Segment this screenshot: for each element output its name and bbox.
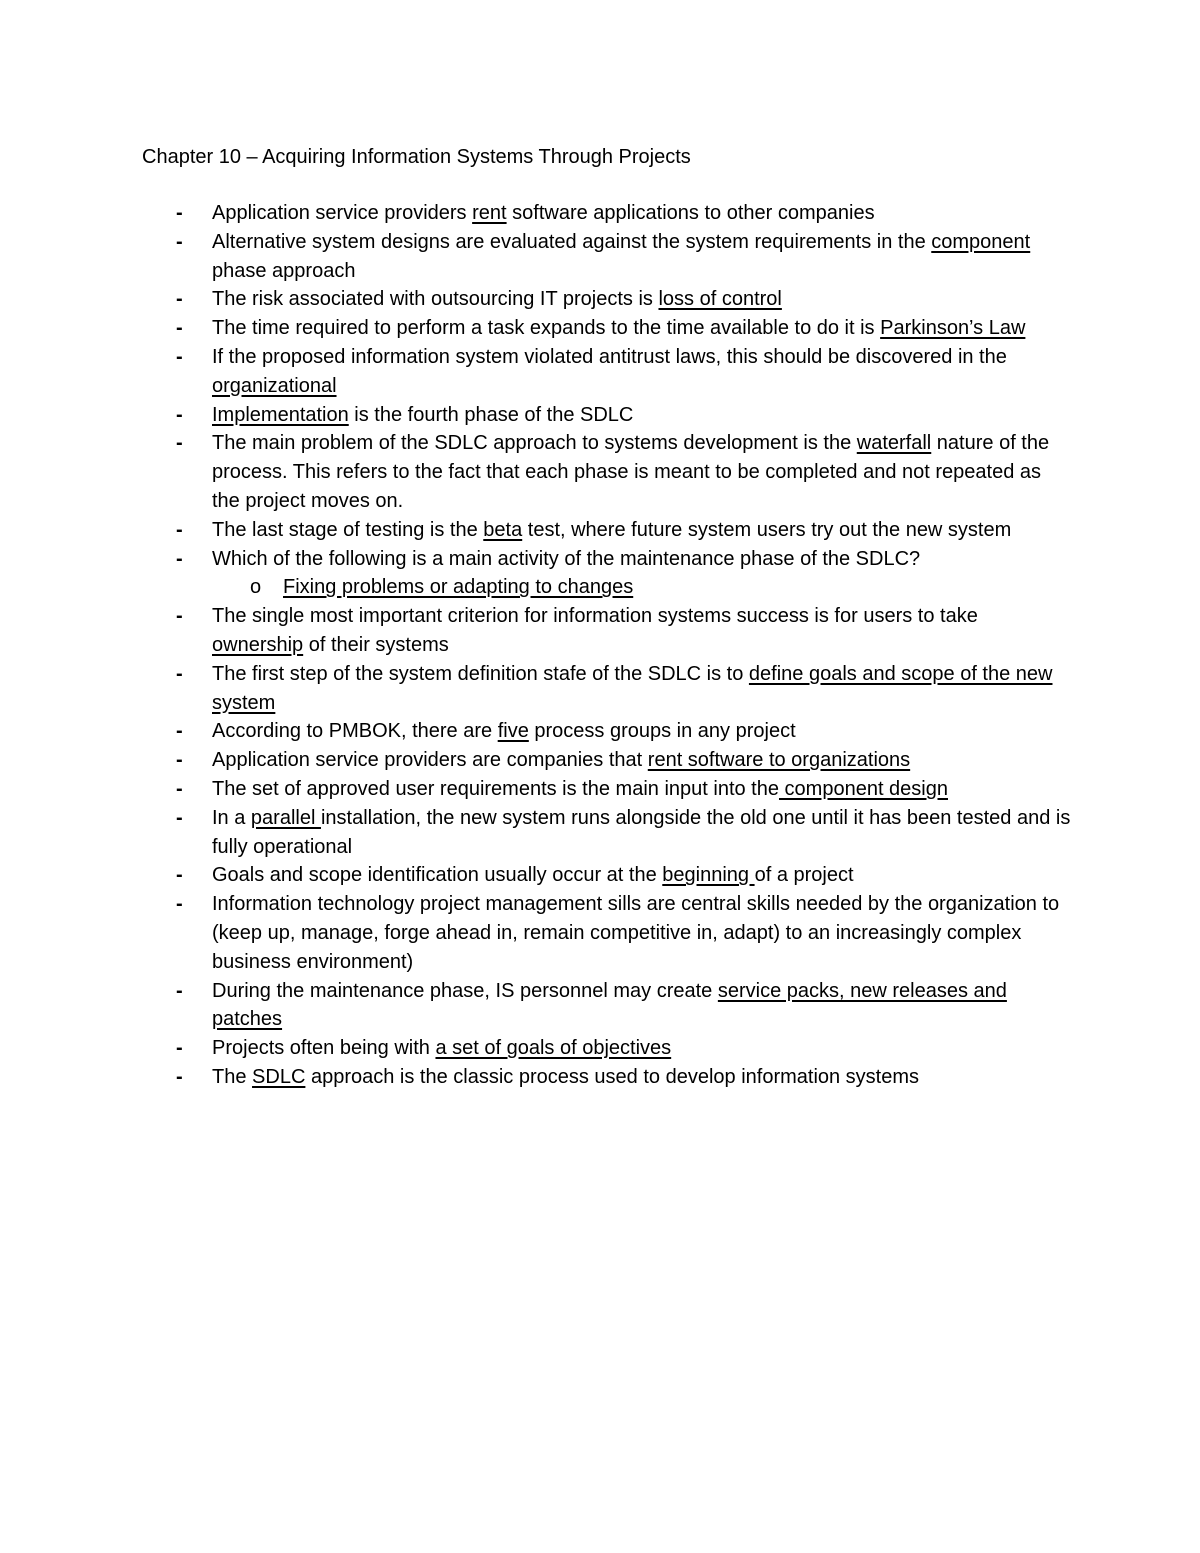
item-text: Projects often being with bbox=[212, 1037, 436, 1060]
list-item bbox=[0, 516, 1072, 545]
underlined-answer: service packs, new releases and patches bbox=[212, 979, 1007, 1031]
list-item bbox=[0, 429, 1072, 515]
underlined-answer: rent software to organizations bbox=[647, 749, 911, 772]
item-text: of a project bbox=[754, 864, 854, 887]
bullet-marker: - bbox=[176, 230, 183, 253]
underlined-answer: Fixing problems or adapting to changes bbox=[283, 576, 634, 599]
underlined-answer: component design bbox=[778, 777, 948, 800]
item-text: The bbox=[212, 1065, 253, 1088]
sub-list-item bbox=[0, 573, 1073, 602]
list-item bbox=[0, 717, 1072, 746]
list-item bbox=[0, 977, 1072, 1035]
item-text: The last stage of testing is the bbox=[212, 518, 484, 541]
underlined-answer: beginning bbox=[662, 864, 755, 887]
item-text: test, where future system users try out the new system bbox=[522, 518, 1012, 541]
bullet-marker: - bbox=[176, 317, 183, 340]
item-text: Which of the following is a main activity of the maintenance phase of the SDLC? bbox=[212, 547, 921, 570]
list-item bbox=[0, 314, 1072, 343]
item-text: The first step of the system definition stafe of the SDLC is to bbox=[212, 662, 749, 685]
item-text: The risk associated with outsourcing IT projects is bbox=[212, 288, 659, 311]
sub-bullet-marker: o bbox=[250, 576, 262, 599]
item-text: of their systems bbox=[303, 633, 449, 656]
bullet-list bbox=[0, 199, 1200, 1092]
list-item bbox=[0, 746, 1072, 775]
underlined-answer: five bbox=[497, 720, 529, 743]
underlined-answer: rent bbox=[472, 202, 507, 224]
underlined-answer: define goals and scope of the new system bbox=[212, 662, 1053, 714]
item-text: phase approach bbox=[212, 259, 356, 282]
list-item bbox=[0, 199, 1072, 228]
bullet-marker: - bbox=[176, 547, 183, 570]
underlined-answer: waterfall bbox=[856, 432, 932, 455]
item-text: The time required to perform a task expands to the time available to do it is bbox=[212, 317, 881, 340]
underlined-answer: component bbox=[931, 230, 1031, 253]
item-text: installation, the new system runs alongside the old one until it has been tested and is fully operational bbox=[212, 806, 1071, 858]
list-item bbox=[0, 602, 1072, 660]
list-item bbox=[0, 1063, 1072, 1092]
item-text: Information technology project management sills are central skills needed by the organization to (keep up, manage, forge ahead in, remain competitive in, adapt) to an increasingly complex business environment) bbox=[212, 893, 1060, 973]
bullet-marker: - bbox=[176, 403, 183, 426]
bullet-marker: - bbox=[176, 979, 183, 1002]
item-text: In a bbox=[212, 806, 251, 829]
bullet-marker: - bbox=[176, 749, 183, 772]
item-text: If the proposed information system violated antitrust laws, this should be discovered in the bbox=[212, 345, 1007, 368]
item-text: Goals and scope identification usually occur at the bbox=[212, 864, 663, 887]
item-text: Alternative system designs are evaluated against the system requirements in the bbox=[212, 230, 932, 253]
item-text: Application service providers bbox=[212, 202, 473, 224]
item-text: Application service providers are companies that bbox=[212, 749, 648, 772]
page-title: Chapter 10 – Acquiring Information Systems Through Projects bbox=[142, 146, 691, 168]
bullet-marker: - bbox=[176, 288, 183, 311]
bullet-marker: - bbox=[176, 432, 183, 455]
underlined-answer: beta bbox=[483, 518, 523, 541]
underlined-answer: a set of goals of objectives bbox=[435, 1037, 672, 1060]
item-text: The single most important criterion for information systems success is for users to take bbox=[212, 605, 978, 628]
underlined-answer: Parkinson’s Law bbox=[880, 317, 1026, 340]
underlined-answer: SDLC bbox=[252, 1065, 306, 1088]
list-item bbox=[0, 775, 1072, 804]
item-text: nature of the process. This refers to the fact that each phase is meant to be completed and not repeated as the project moves on. bbox=[212, 432, 1050, 512]
item-text: is the fourth phase of the SDLC bbox=[348, 403, 634, 426]
bullet-marker: - bbox=[176, 518, 183, 541]
underlined-answer: parallel bbox=[250, 806, 321, 829]
bullet-marker: - bbox=[176, 202, 183, 224]
list-item bbox=[0, 890, 1072, 976]
bullet-marker: - bbox=[176, 893, 183, 916]
bullet-marker: - bbox=[176, 806, 183, 829]
item-text: The set of approved user requirements is the main input into the bbox=[212, 777, 779, 800]
underlined-answer: loss of control bbox=[658, 288, 782, 311]
list-item bbox=[0, 804, 1072, 862]
underlined-answer: organizational bbox=[212, 374, 337, 397]
bullet-marker: - bbox=[176, 720, 183, 743]
bullet-marker: - bbox=[176, 662, 183, 685]
bullet-marker: - bbox=[176, 345, 183, 368]
bullet-marker: - bbox=[176, 1065, 183, 1088]
item-text: process groups in any project bbox=[528, 720, 796, 743]
underlined-answer: Implementation bbox=[212, 403, 349, 426]
item-text: During the maintenance phase, IS personnel may create bbox=[212, 979, 718, 1002]
item-text: The main problem of the SDLC approach to systems development is the bbox=[212, 432, 857, 455]
list-item bbox=[0, 1034, 1072, 1063]
list-item bbox=[0, 343, 1072, 401]
item-text: software applications to other companies bbox=[506, 202, 875, 224]
item-text: approach is the classic process used to develop information systems bbox=[305, 1065, 920, 1088]
item-text: According to PMBOK, there are bbox=[212, 720, 498, 743]
list-item bbox=[0, 545, 1072, 574]
list-item bbox=[0, 401, 1072, 430]
underlined-answer: ownership bbox=[212, 633, 304, 656]
bullet-marker: - bbox=[176, 777, 183, 800]
list-item bbox=[0, 660, 1072, 718]
bullet-marker: - bbox=[176, 1037, 183, 1060]
list-item bbox=[0, 285, 1072, 314]
bullet-marker: - bbox=[176, 605, 183, 628]
list-item bbox=[0, 228, 1072, 286]
list-item bbox=[0, 861, 1072, 890]
bullet-marker: - bbox=[176, 864, 183, 887]
